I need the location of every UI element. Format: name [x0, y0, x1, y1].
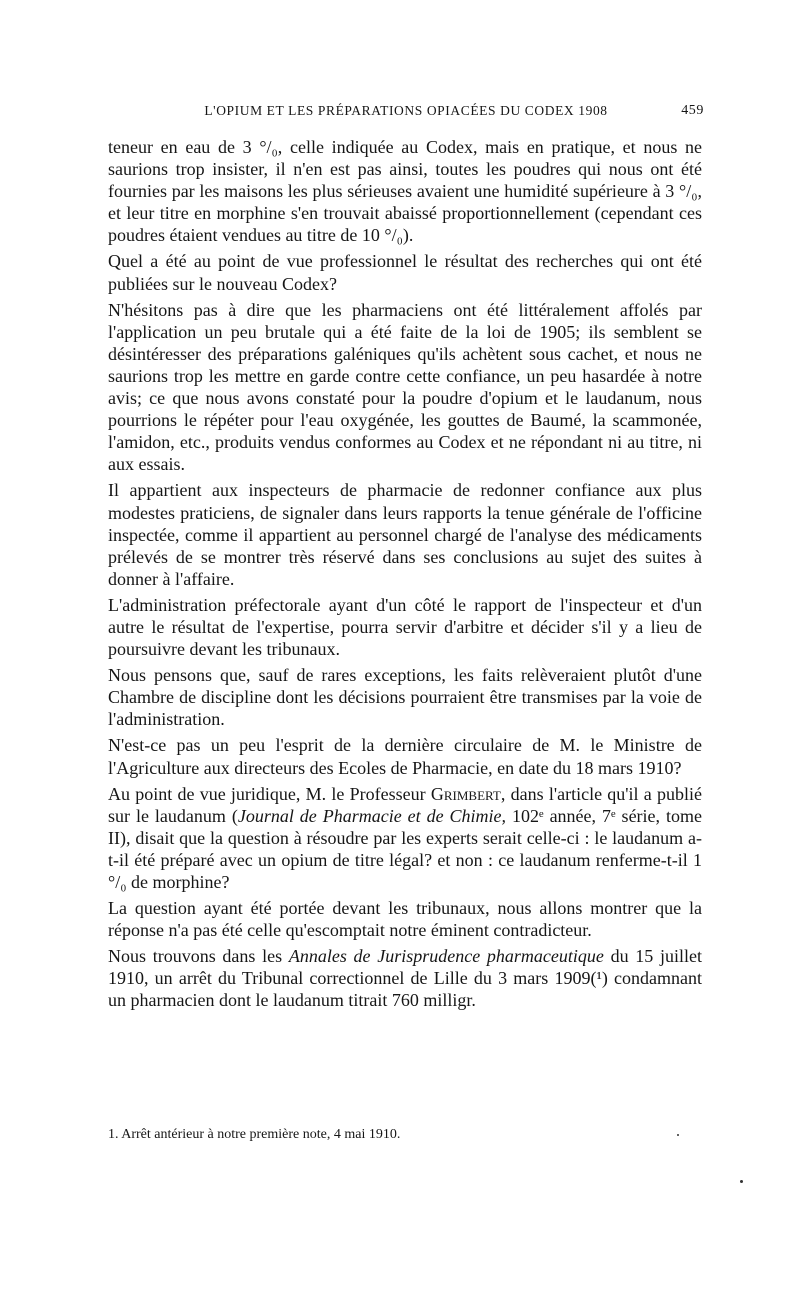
text-run: Nous trouvons dans les	[108, 946, 289, 967]
paragraph: La question ayant été portée devant les tribunaux, nous allons montrer que la réponse n'a pas été celle qu'escomptait notre éminent contradicteur.	[108, 898, 702, 941]
text-run: condamnant un pharmacien dont le laudanum titrait 760 milligr.	[108, 968, 702, 1011]
text-run: 102ᵉ année, 7ᵉ série, tome II), disait que la question à résoudre par les experts serait celle-ci : le laudanum a-t-il été préparé avec un opium de titre légal? et non : ce laudanum renferme-t-il 1 °/₀ de morphine?	[108, 805, 702, 892]
paragraph-continued: teneur en eau de 3 °/₀, celle indiquée au Codex, mais en pratique, et nous ne saurions trop insister, il n'en est pas ainsi, toutes les poudres qui nous ont été fournies par les maisons les plus sérieuses avaient une humidité supérieure à 3 °/₀, et leur titre en morphine s'en trouvait abaissé proportionnellement (cependant ces poudres étaient vendues au titre de 10 °/₀).	[108, 137, 702, 246]
running-head	[106, 103, 706, 123]
text-run: , dans l'article qu'il a publié sur le laudanum (	[108, 783, 702, 826]
journal-title: Annales de Jurisprudence pharmaceutique	[288, 946, 604, 967]
running-title: L'OPIUM ET LES PRÉPARATIONS OPIACÉES DU CODEX 1908	[204, 103, 608, 118]
paragraph: Quel a été au point de vue professionnel le résultat des recherches qui ont été publiées sur le nouveau Codex?	[108, 251, 702, 294]
paragraph	[108, 945, 702, 1011]
paragraph: Il appartient aux inspecteurs de pharmacie de redonner confiance aux plus modestes praticiens, de signaler dans leurs rapports la tenue générale de l'officine inspectée, comme il appartient au personnel chargé de l'analyse des médicaments prélevés de se montrer très réservé dans ses conclusions au sujet des suites à donner à l'affaire.	[108, 480, 702, 589]
text-run: du 15 juillet 1910, un arrêt du Tribunal correctionnel de Lille du 3 mars 1909	[108, 946, 702, 989]
paragraph: L'administration préfectorale ayant d'un côté le rapport de l'inspecteur et d'un autre le résultat de l'expertise, pourra servir d'arbitre et décider s'il y a lieu de poursuivre devant les tribunaux.	[108, 594, 702, 660]
text-run: Au point de vue juridique, M. le Professeur	[108, 783, 431, 804]
print-speck	[740, 1180, 743, 1183]
paragraph: N'est-ce pas un peu l'esprit de la dernière circulaire de M. le Ministre de l'Agriculture aux directeurs des Ecoles de Pharmacie, en date du 18 mars 1910?	[108, 735, 702, 778]
print-speck	[677, 1134, 679, 1136]
page-number: 459	[681, 103, 704, 118]
footnote: 1. Arrêt antérieur à notre première note, 4 mai 1910.	[108, 1127, 401, 1142]
journal-title: Journal de Pharmacie et de Chimie,	[237, 805, 507, 826]
body-text	[108, 136, 702, 1016]
author-name: Grimbert	[430, 783, 501, 804]
paragraph: N'hésitons pas à dire que les pharmaciens ont été littéralement affolés par l'application un peu brutale qui a été faite de la loi de 1905; ils semblent se désintéresser des préparations galéniques qu'ils achètent sous cachet, et nous ne saurions trop les mettre en garde contre cette confiance, un peu hasardée à notre avis; ce que nous avons constaté pour la poudre d'opium et le laudanum, nous pourrions le répéter pour l'eau oxygénée, les gouttes de Baumé, la scammonée, l'amidon, etc., produits vendus conformes au Codex et ne répondant ni au titre, ni aux essais.	[108, 299, 702, 475]
paragraph: Nous pensons que, sauf de rares exceptions, les faits relèveraient plutôt d'une Chambre de discipline dont les décisions pourraient être transmises par la voie de l'administration.	[108, 665, 702, 730]
footnote-ref: (¹)	[590, 968, 608, 989]
paragraph	[108, 783, 702, 893]
